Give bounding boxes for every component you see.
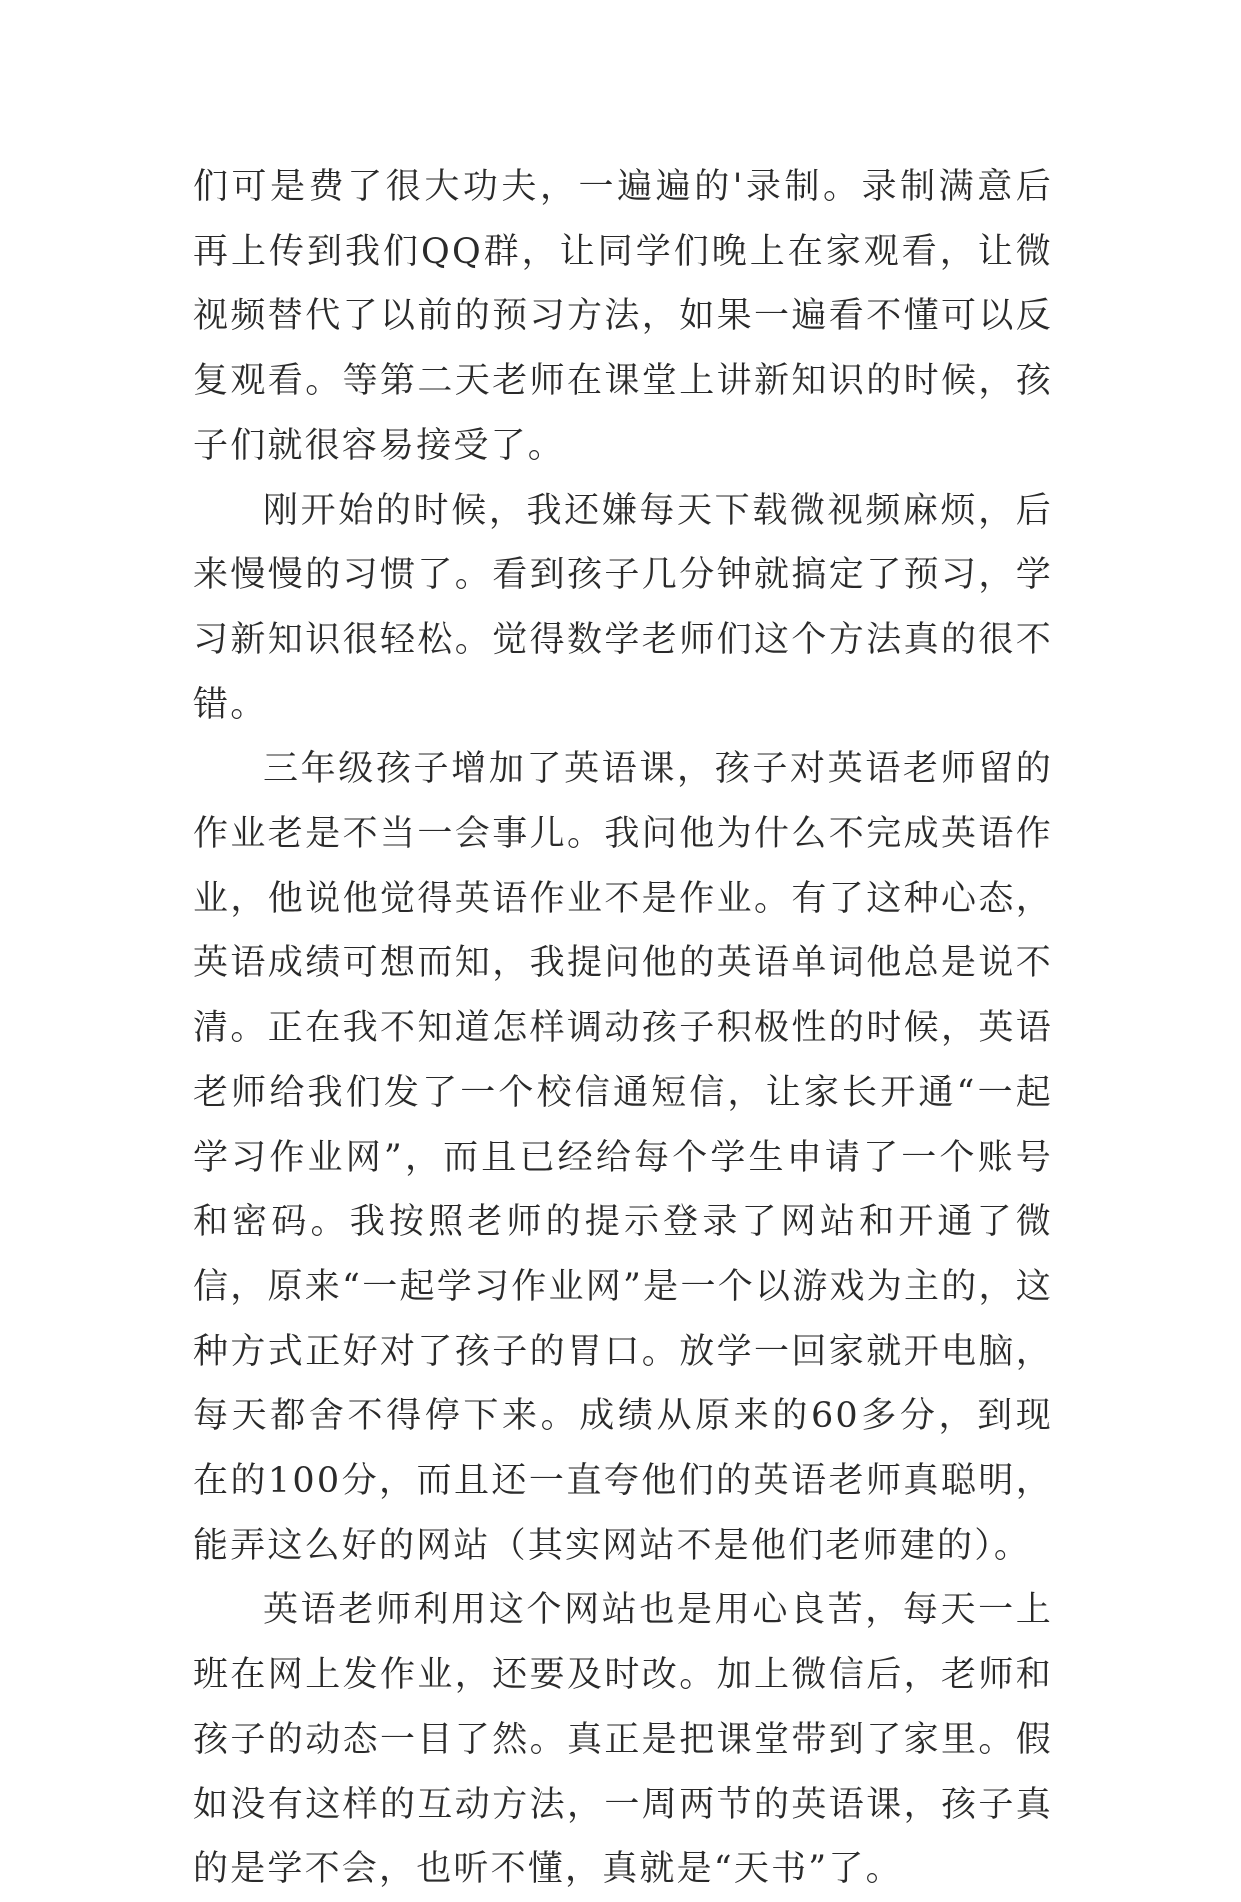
paragraph-english-website: 三年级孩子增加了英语课，孩子对英语老师留的作业老是不当一会事儿。我问他为什么不完成英语作业，他说他觉得英语作业不是作业。有了这种心态，英语成绩可想而知，我提问他的英语单词他总是说不清。正在我不知道怎样调动孩子积极性的时候，英语老师给我们发了一个校信通短信，让家长开通“一起学习作业网”，而且已经给每个学生申请了一个账号和密码。我按照老师的提示登录了网站和开通了微信，原来“一起学习作业网”是一个以游戏为主的，这种方式正好对了孩子的胃口。放学一回家就开电脑，每天都舍不得停下来。成绩从原来的60多分，到现在的100分，而且还一直夸他们的英语老师真聪明，能弄这么好的网站（其实网站不是他们老师建的）。 — [193, 749, 1053, 1566]
paragraph-teacher-effort: 英语老师利用这个网站也是用心良苦，每天一上班在网上发作业，还要及时改。加上微信后，老师和孩子的动态一目了然。真正是把课堂带到了家里。假如没有这样的互动方法，一周两节的英语课，孩子真的是学不会，也听不懂，真就是“天书”了。 — [193, 1590, 1053, 1890]
paragraph-continuation: 们可是费了很大功夫，一遍遍的'录制。录制满意后再上传到我们QQ群，让同学们晚上在家观看，让微视频替代了以前的预习方法，如果一遍看不懂可以反复观看。等第二天老师在课堂上讲新知识的时候，孩子们就很容易接受了。 — [193, 167, 1053, 466]
document-body — [193, 155, 1053, 1902]
paragraph-preview-habit: 刚开始的时候，我还嫌每天下载微视频麻烦，后来慢慢的习惯了。看到孩子几分钟就搞定了预习，学习新知识很轻松。觉得数学老师们这个方法真的很不错。 — [193, 490, 1053, 725]
